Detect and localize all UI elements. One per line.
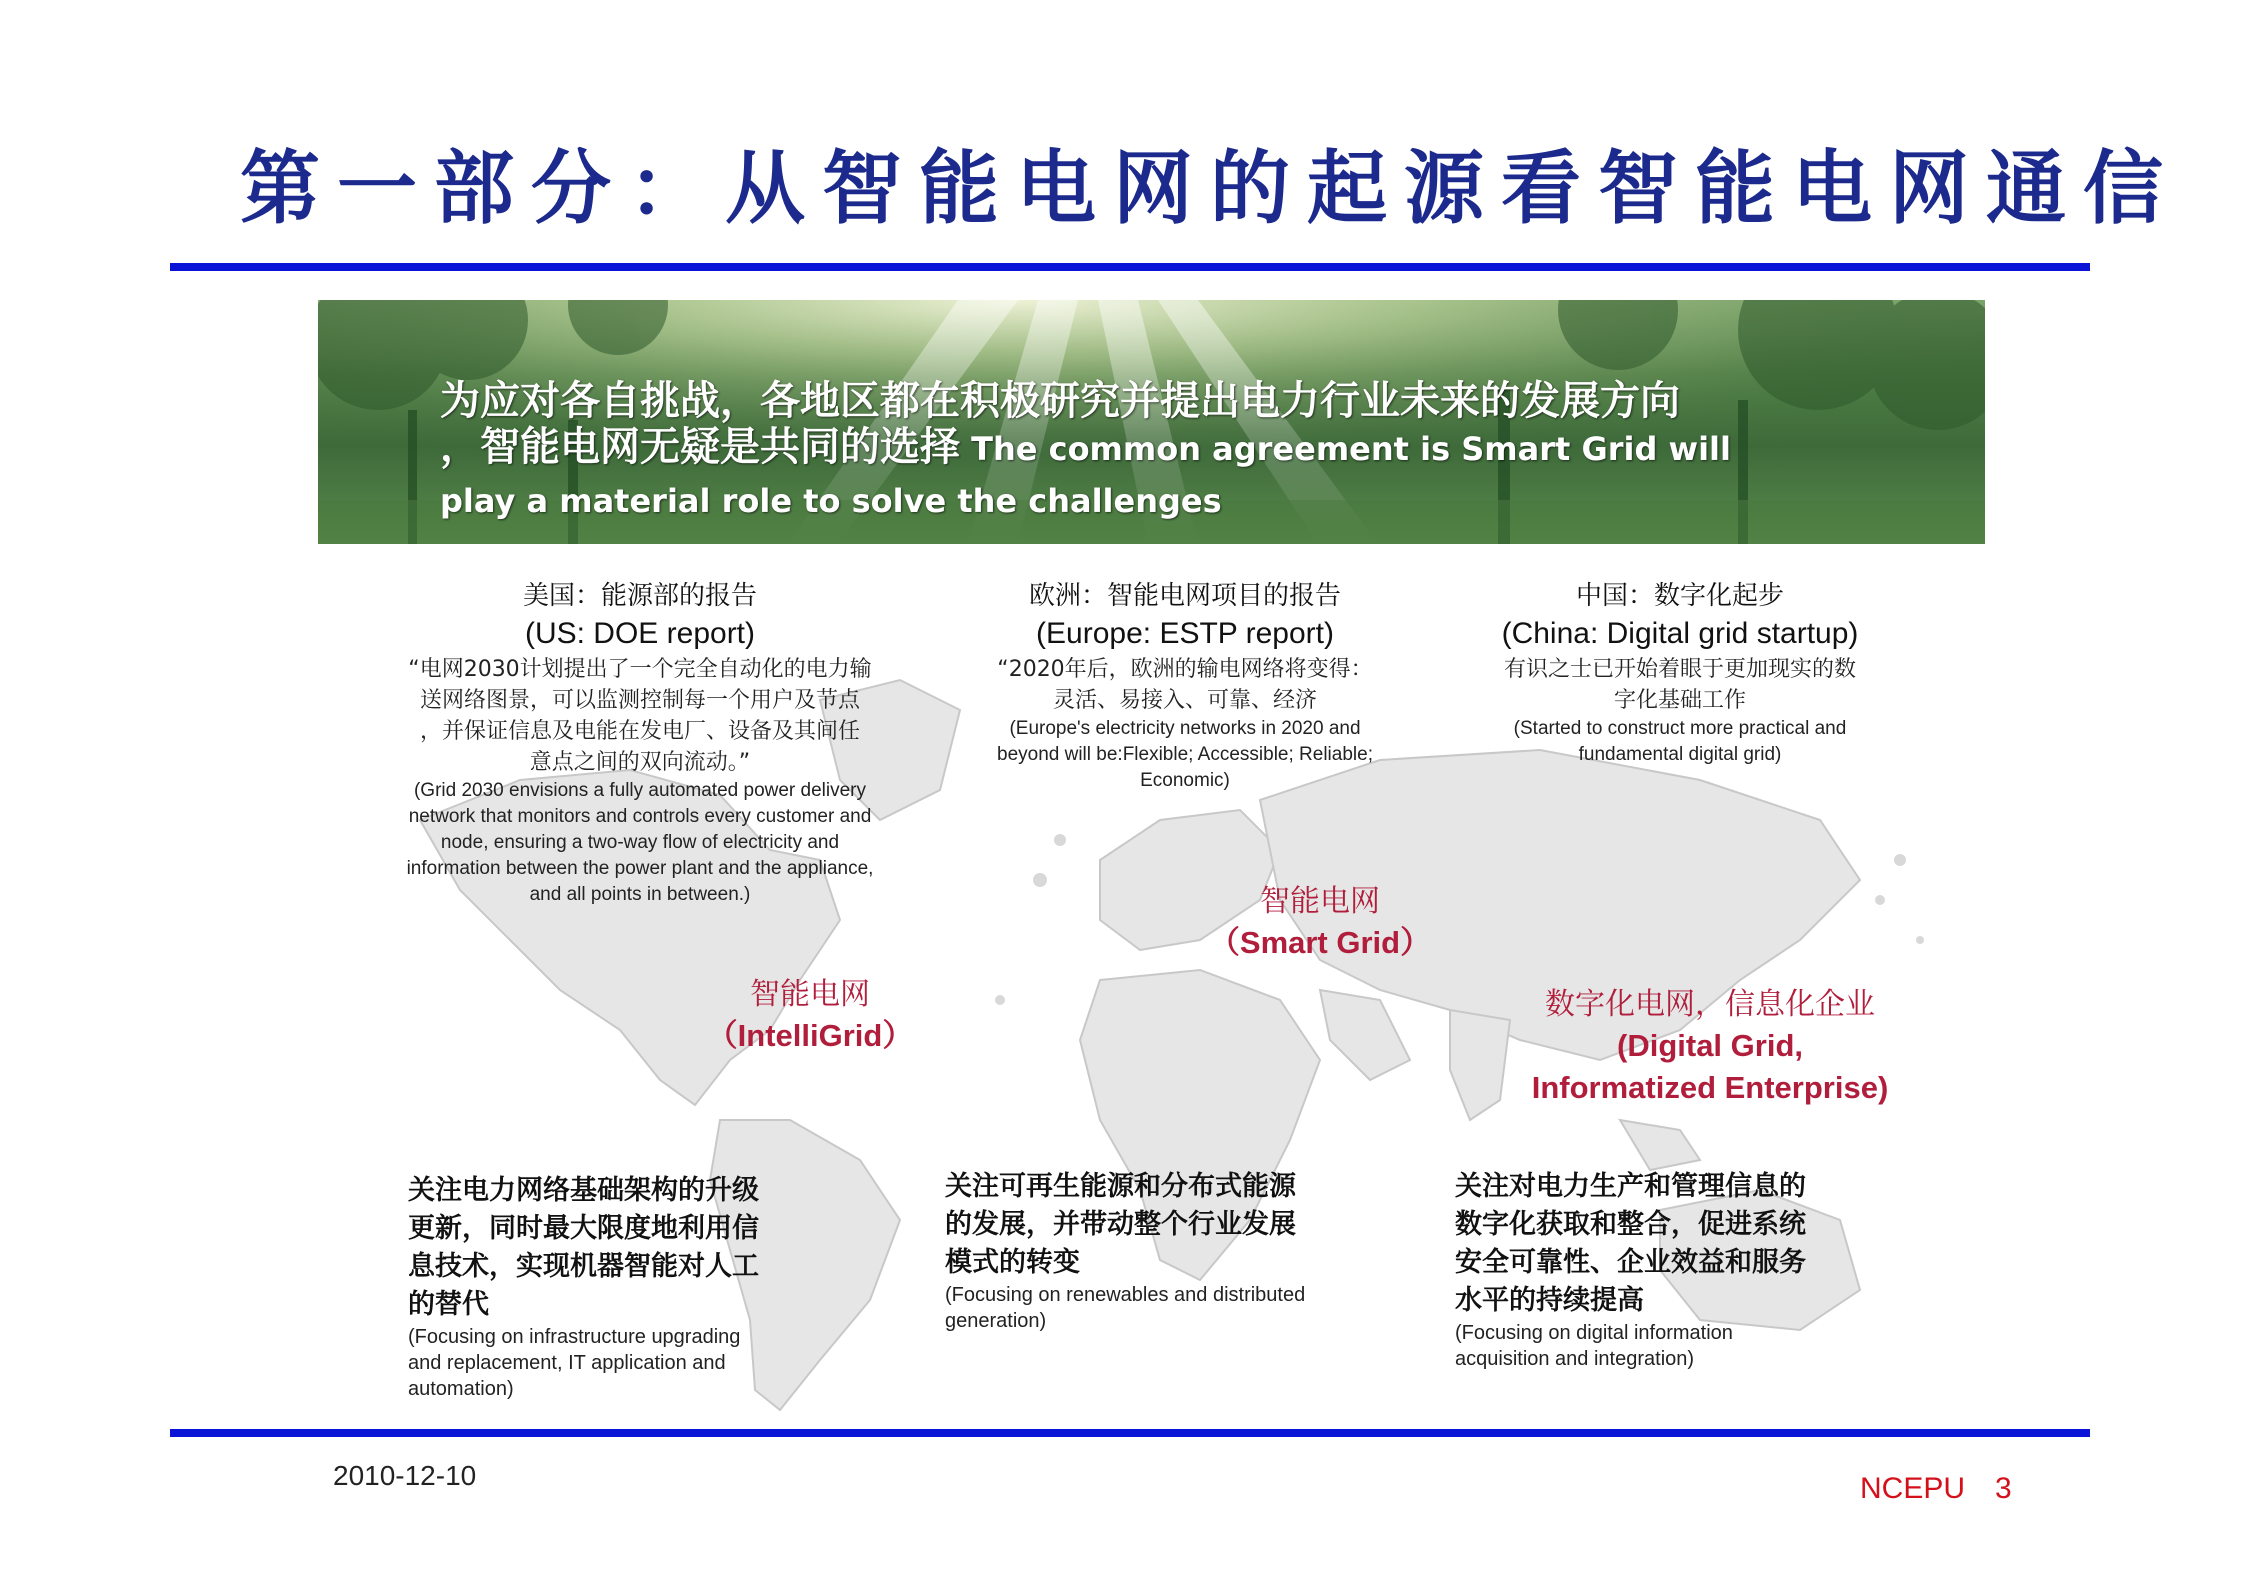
us-focus-zh-2: 更新，同时最大限度地利用信 xyxy=(408,1213,759,1244)
europe-quote-en-1: (Europe's electricity networks in 2020 and xyxy=(1009,718,1361,739)
banner-line-2-zh: ，智能电网无疑是共同的选择 xyxy=(440,424,960,470)
us-quote-en-1: (Grid 2030 envisions a fully automated power delivery xyxy=(413,780,866,801)
digital-grid-label-zh: 数字化电网，信息化企业 xyxy=(1545,987,1875,1022)
smartgrid-label-en: （Smart Grid） xyxy=(1208,925,1432,960)
cn-focus-en-1: (Focusing on digital information xyxy=(1455,1322,1733,1344)
europe-report-block xyxy=(945,578,1425,794)
europe-focus-block xyxy=(945,1168,1375,1334)
us-focus-en-3: automation) xyxy=(408,1378,514,1400)
digital-grid-label-en-1: (Digital Grid, xyxy=(1617,1028,1803,1063)
us-quote-zh-2: 送网络图景，可以监测控制每一个用户及节点 xyxy=(419,688,860,713)
banner-line-3: play a material role to solve the challenges xyxy=(440,482,1222,520)
intelligrid-label xyxy=(660,975,960,1057)
us-focus-en-1: (Focusing on infrastructure upgrading xyxy=(408,1326,741,1348)
china-heading-zh: 中国：数字化起步 xyxy=(1575,581,1784,611)
europe-heading-en: (Europe: ESTP report) xyxy=(1036,617,1334,650)
eu-focus-zh-1: 关注可再生能源和分布式能源 xyxy=(945,1171,1296,1202)
us-quote-en-5: and all points in between.) xyxy=(529,884,751,905)
china-quote-zh-2: 字化基础工作 xyxy=(1613,688,1746,713)
cn-focus-zh-2: 数字化获取和整合，促进系统 xyxy=(1455,1209,1806,1240)
us-heading-zh: 美国：能源部的报告 xyxy=(522,581,757,611)
europe-quote-zh-2: 灵活、易接入、可靠、经济 xyxy=(1052,688,1317,713)
us-quote-zh-3: ，并保证信息及电能在发电厂、设备及其间任 xyxy=(419,719,860,744)
intelligrid-label-en: （IntelliGrid） xyxy=(706,1018,914,1053)
us-quote-zh-4: 意点之间的双向流动。” xyxy=(529,750,751,775)
intelligrid-label-zh: 智能电网 xyxy=(750,977,870,1012)
us-report-block xyxy=(345,578,935,908)
cn-focus-zh-3: 安全可靠性、企业效益和服务 xyxy=(1455,1247,1806,1278)
eu-focus-zh-3: 模式的转变 xyxy=(945,1247,1080,1278)
us-focus-en-2: and replacement, IT application and xyxy=(408,1352,726,1374)
us-focus-block xyxy=(408,1172,828,1402)
forest-banner xyxy=(318,300,1985,544)
eu-focus-en-1: (Focusing on renewables and distributed xyxy=(945,1284,1306,1306)
cn-focus-zh-4: 水平的持续提高 xyxy=(1455,1285,1644,1316)
china-quote-zh-1: 有识之士已开始着眼于更加现实的数 xyxy=(1503,657,1856,682)
china-block xyxy=(1450,578,1910,768)
footer-org: NCEPU xyxy=(1860,1472,1966,1505)
europe-heading-zh: 欧洲：智能电网项目的报告 xyxy=(1028,581,1341,611)
page-number: 3 xyxy=(1995,1472,2012,1505)
us-quote-zh-1: “电网2030计划提出了一个完全自动化的电力输 xyxy=(408,657,872,682)
title-divider xyxy=(170,263,2090,271)
us-focus-zh-3: 息技术，实现机器智能对人工 xyxy=(408,1251,759,1282)
footer-right xyxy=(1860,1472,2012,1506)
china-quote-en-1: (Started to construct more practical and xyxy=(1513,718,1847,739)
cn-focus-zh-1: 关注对电力生产和管理信息的 xyxy=(1455,1171,1806,1202)
footer-date: 2010-12-10 xyxy=(333,1460,477,1491)
digital-grid-label-en-2: Informatized Enterprise) xyxy=(1531,1070,1889,1105)
us-quote-en-2: network that monitors and controls every customer and xyxy=(408,806,872,827)
us-focus-zh-1: 关注电力网络基础架构的升级 xyxy=(408,1175,759,1206)
europe-quote-zh-1: “2020年后，欧洲的输电网络将变得： xyxy=(997,657,1373,682)
smartgrid-label-zh: 智能电网 xyxy=(1260,884,1380,919)
europe-quote-en-3: Economic) xyxy=(1140,770,1230,791)
us-quote-en-4: information between the power plant and the appliance, xyxy=(406,858,874,879)
banner-text xyxy=(440,378,1940,524)
us-quote-en-3: node, ensuring a two-way flow of electricity and xyxy=(440,832,840,853)
china-heading-en: (China: Digital grid startup) xyxy=(1501,617,1859,650)
europe-quote-en-2: beyond will be:Flexible; Accessible; Reliable; xyxy=(997,744,1373,765)
slide-title: 第一部分：从智能电网的起源看智能电网通信 xyxy=(240,141,2180,235)
banner-line-2-en: The common agreement is Smart Grid will xyxy=(960,430,1731,468)
eu-focus-en-2: generation) xyxy=(945,1310,1047,1332)
eu-focus-zh-2: 的发展，并带动整个行业发展 xyxy=(945,1209,1296,1240)
smartgrid-label xyxy=(1170,882,1470,964)
china-quote-en-2: fundamental digital grid) xyxy=(1578,744,1782,765)
banner-line-1: 为应对各自挑战，各地区都在积极研究并提出电力行业未来的发展方向 xyxy=(440,378,1680,424)
us-focus-zh-4: 的替代 xyxy=(408,1289,489,1320)
footer-divider xyxy=(170,1429,2090,1437)
digital-grid-label xyxy=(1480,985,1940,1109)
us-heading-en: (US: DOE report) xyxy=(524,617,756,650)
china-focus-block xyxy=(1455,1168,1885,1372)
cn-focus-en-2: acquisition and integration) xyxy=(1455,1348,1695,1370)
